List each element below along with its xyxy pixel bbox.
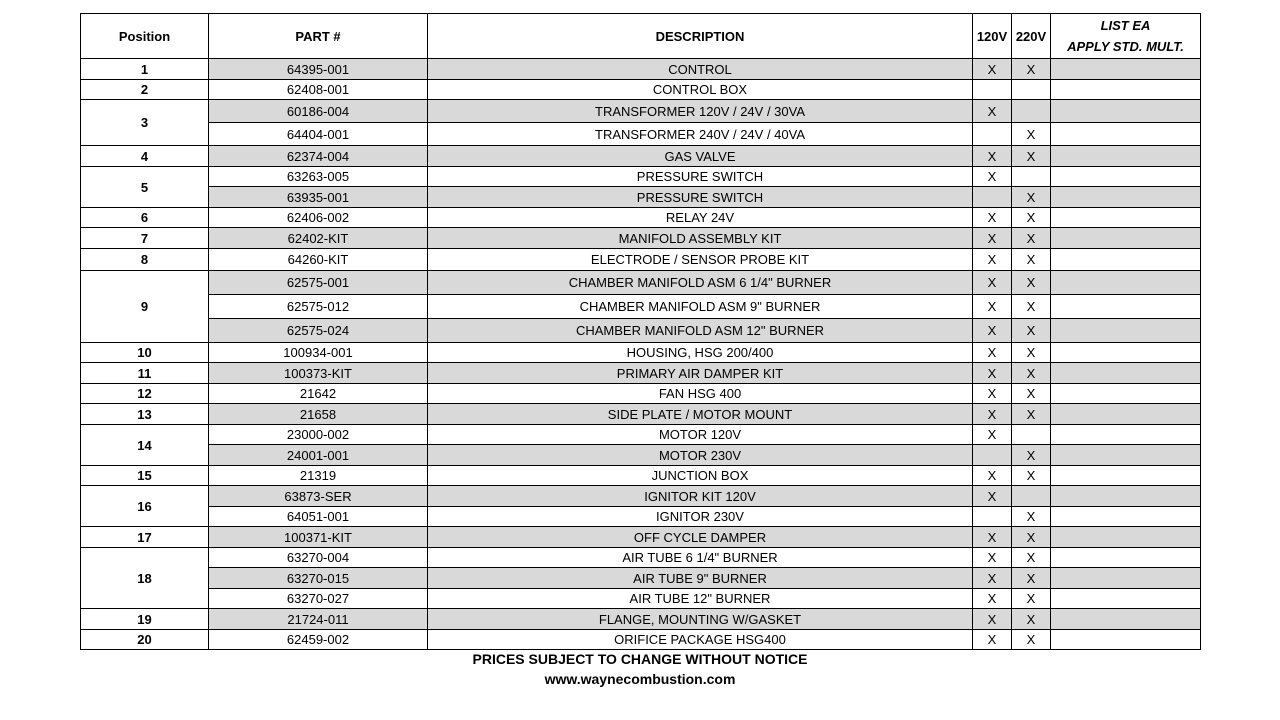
list-price-cell <box>1051 146 1201 167</box>
voltage-220-cell: X <box>1012 59 1051 80</box>
voltage-120-cell <box>973 445 1012 466</box>
description-cell: TRANSFORMER 120V / 24V / 30VA <box>428 100 973 123</box>
voltage-120-cell: X <box>973 425 1012 445</box>
voltage-220-cell: X <box>1012 146 1051 167</box>
position-cell: 4 <box>81 146 209 167</box>
list-price-cell <box>1051 425 1201 445</box>
description-cell: ORIFICE PACKAGE HSG400 <box>428 630 973 650</box>
description-cell: PRIMARY AIR DAMPER KIT <box>428 363 973 384</box>
list-price-cell <box>1051 568 1201 589</box>
part-number-cell: 64404-001 <box>209 123 428 146</box>
voltage-120-cell: X <box>973 363 1012 384</box>
voltage-120-cell: X <box>973 589 1012 609</box>
position-cell: 20 <box>81 630 209 650</box>
position-cell: 6 <box>81 208 209 228</box>
description-cell: FLANGE, MOUNTING W/GASKET <box>428 609 973 630</box>
part-number-cell: 64395-001 <box>209 59 428 80</box>
table-row <box>81 295 1201 319</box>
parts-list <box>80 13 1200 650</box>
description-cell: SIDE PLATE / MOTOR MOUNT <box>428 404 973 425</box>
description-cell: PRESSURE SWITCH <box>428 187 973 208</box>
header-part-number: PART # <box>209 14 428 59</box>
voltage-220-cell: X <box>1012 319 1051 343</box>
table-row <box>81 630 1201 650</box>
voltage-120-cell: X <box>973 486 1012 507</box>
voltage-120-cell: X <box>973 59 1012 80</box>
list-price-cell <box>1051 363 1201 384</box>
description-cell: FAN HSG 400 <box>428 384 973 404</box>
voltage-120-cell: X <box>973 167 1012 187</box>
voltage-220-cell: X <box>1012 249 1051 271</box>
part-number-cell: 21642 <box>209 384 428 404</box>
part-number-cell: 63263-005 <box>209 167 428 187</box>
list-price-cell <box>1051 466 1201 486</box>
list-price-cell <box>1051 228 1201 249</box>
position-cell: 9 <box>81 271 209 343</box>
position-cell: 19 <box>81 609 209 630</box>
header-120v: 120V <box>973 14 1012 59</box>
voltage-220-cell: X <box>1012 384 1051 404</box>
position-cell: 16 <box>81 486 209 527</box>
description-cell: TRANSFORMER 240V / 24V / 40VA <box>428 123 973 146</box>
position-cell: 5 <box>81 167 209 208</box>
voltage-120-cell: X <box>973 609 1012 630</box>
table-row <box>81 527 1201 548</box>
table-body <box>81 59 1201 650</box>
header-list-price <box>1051 14 1201 59</box>
part-number-cell: 21724-011 <box>209 609 428 630</box>
part-number-cell: 100373-KIT <box>209 363 428 384</box>
voltage-220-cell <box>1012 80 1051 100</box>
list-price-cell <box>1051 123 1201 146</box>
voltage-220-cell: X <box>1012 445 1051 466</box>
voltage-220-cell: X <box>1012 343 1051 363</box>
voltage-120-cell: X <box>973 343 1012 363</box>
website-link[interactable]: www.waynecombustion.com <box>544 671 736 687</box>
list-price-cell <box>1051 589 1201 609</box>
part-number-cell: 62459-002 <box>209 630 428 650</box>
part-number-cell: 21658 <box>209 404 428 425</box>
parts-table <box>80 13 1201 650</box>
table-row <box>81 228 1201 249</box>
description-cell: IGNITOR KIT 120V <box>428 486 973 507</box>
voltage-220-cell: X <box>1012 568 1051 589</box>
voltage-120-cell <box>973 187 1012 208</box>
list-price-cell <box>1051 295 1201 319</box>
voltage-120-cell: X <box>973 228 1012 249</box>
voltage-120-cell: X <box>973 527 1012 548</box>
part-number-cell: 62374-004 <box>209 146 428 167</box>
description-cell: CONTROL <box>428 59 973 80</box>
description-cell: ELECTRODE / SENSOR PROBE KIT <box>428 249 973 271</box>
table-row <box>81 123 1201 146</box>
voltage-220-cell: X <box>1012 609 1051 630</box>
list-price-cell <box>1051 384 1201 404</box>
table-header <box>81 14 1201 59</box>
voltage-220-cell: X <box>1012 187 1051 208</box>
description-cell: AIR TUBE 9" BURNER <box>428 568 973 589</box>
voltage-120-cell <box>973 80 1012 100</box>
table-row <box>81 486 1201 507</box>
table-row <box>81 319 1201 343</box>
description-cell: MOTOR 120V <box>428 425 973 445</box>
table-row <box>81 271 1201 295</box>
voltage-220-cell: X <box>1012 548 1051 568</box>
table-row <box>81 80 1201 100</box>
part-number-cell: 24001-001 <box>209 445 428 466</box>
voltage-220-cell: X <box>1012 404 1051 425</box>
voltage-220-cell: X <box>1012 527 1051 548</box>
part-number-cell: 62575-001 <box>209 271 428 295</box>
description-cell: HOUSING, HSG 200/400 <box>428 343 973 363</box>
table-row <box>81 208 1201 228</box>
header-position: Position <box>81 14 209 59</box>
part-number-cell: 60186-004 <box>209 100 428 123</box>
part-number-cell: 64051-001 <box>209 507 428 527</box>
voltage-220-cell <box>1012 486 1051 507</box>
table-row <box>81 548 1201 568</box>
list-price-cell <box>1051 319 1201 343</box>
list-price-cell <box>1051 630 1201 650</box>
table-row <box>81 167 1201 187</box>
table-row <box>81 507 1201 527</box>
description-cell: CHAMBER MANIFOLD ASM 6 1/4" BURNER <box>428 271 973 295</box>
voltage-120-cell: X <box>973 404 1012 425</box>
voltage-120-cell: X <box>973 548 1012 568</box>
voltage-220-cell: X <box>1012 271 1051 295</box>
part-number-cell: 62402-KIT <box>209 228 428 249</box>
voltage-120-cell: X <box>973 208 1012 228</box>
table-row <box>81 59 1201 80</box>
voltage-220-cell: X <box>1012 295 1051 319</box>
voltage-220-cell: X <box>1012 208 1051 228</box>
list-price-cell <box>1051 249 1201 271</box>
description-cell: AIR TUBE 12" BURNER <box>428 589 973 609</box>
voltage-220-cell: X <box>1012 466 1051 486</box>
voltage-220-cell <box>1012 100 1051 123</box>
part-number-cell: 63935-001 <box>209 187 428 208</box>
position-cell: 7 <box>81 228 209 249</box>
position-cell: 3 <box>81 100 209 146</box>
description-cell: IGNITOR 230V <box>428 507 973 527</box>
list-price-cell <box>1051 486 1201 507</box>
part-number-cell: 62575-024 <box>209 319 428 343</box>
voltage-220-cell <box>1012 425 1051 445</box>
position-cell: 14 <box>81 425 209 466</box>
part-number-cell: 23000-002 <box>209 425 428 445</box>
part-number-cell: 62575-012 <box>209 295 428 319</box>
list-price-cell <box>1051 167 1201 187</box>
header-list-line2: APPLY STD. MULT. <box>1067 39 1184 54</box>
list-price-cell <box>1051 59 1201 80</box>
voltage-220-cell: X <box>1012 363 1051 384</box>
table-row <box>81 609 1201 630</box>
description-cell: JUNCTION BOX <box>428 466 973 486</box>
table-row <box>81 100 1201 123</box>
description-cell: OFF CYCLE DAMPER <box>428 527 973 548</box>
table-row <box>81 343 1201 363</box>
list-price-cell <box>1051 445 1201 466</box>
table-row <box>81 404 1201 425</box>
header-list-line1: LIST EA <box>1100 18 1151 33</box>
position-cell: 10 <box>81 343 209 363</box>
part-number-cell: 100371-KIT <box>209 527 428 548</box>
list-price-cell <box>1051 100 1201 123</box>
position-cell: 8 <box>81 249 209 271</box>
description-cell: CHAMBER MANIFOLD ASM 9" BURNER <box>428 295 973 319</box>
list-price-cell <box>1051 404 1201 425</box>
part-number-cell: 63270-015 <box>209 568 428 589</box>
header-220v: 220V <box>1012 14 1051 59</box>
voltage-220-cell: X <box>1012 630 1051 650</box>
part-number-cell: 62406-002 <box>209 208 428 228</box>
description-cell: GAS VALVE <box>428 146 973 167</box>
table-row <box>81 466 1201 486</box>
voltage-120-cell: X <box>973 568 1012 589</box>
table-row <box>81 363 1201 384</box>
voltage-120-cell: X <box>973 319 1012 343</box>
description-cell: CONTROL BOX <box>428 80 973 100</box>
header-description: DESCRIPTION <box>428 14 973 59</box>
part-number-cell: 21319 <box>209 466 428 486</box>
position-cell: 17 <box>81 527 209 548</box>
voltage-120-cell: X <box>973 100 1012 123</box>
part-number-cell: 100934-001 <box>209 343 428 363</box>
part-number-cell: 63270-027 <box>209 589 428 609</box>
voltage-220-cell: X <box>1012 228 1051 249</box>
list-price-cell <box>1051 80 1201 100</box>
voltage-220-cell <box>1012 167 1051 187</box>
table-row <box>81 384 1201 404</box>
voltage-120-cell: X <box>973 295 1012 319</box>
part-number-cell: 63270-004 <box>209 548 428 568</box>
voltage-220-cell: X <box>1012 589 1051 609</box>
table-row <box>81 589 1201 609</box>
part-number-cell: 62408-001 <box>209 80 428 100</box>
description-cell: MANIFOLD ASSEMBLY KIT <box>428 228 973 249</box>
voltage-220-cell: X <box>1012 507 1051 527</box>
list-price-cell <box>1051 609 1201 630</box>
position-cell: 13 <box>81 404 209 425</box>
position-cell: 1 <box>81 59 209 80</box>
position-cell: 2 <box>81 80 209 100</box>
list-price-cell <box>1051 271 1201 295</box>
description-cell: AIR TUBE 6 1/4" BURNER <box>428 548 973 568</box>
list-price-cell <box>1051 548 1201 568</box>
description-cell: RELAY 24V <box>428 208 973 228</box>
position-cell: 15 <box>81 466 209 486</box>
part-number-cell: 63873-SER <box>209 486 428 507</box>
price-notice: PRICES SUBJECT TO CHANGE WITHOUT NOTICE <box>472 651 808 667</box>
voltage-120-cell <box>973 507 1012 527</box>
list-price-cell <box>1051 343 1201 363</box>
table-row <box>81 425 1201 445</box>
position-cell: 18 <box>81 548 209 609</box>
description-cell: CHAMBER MANIFOLD ASM 12" BURNER <box>428 319 973 343</box>
part-number-cell: 64260-KIT <box>209 249 428 271</box>
table-row <box>81 146 1201 167</box>
list-price-cell <box>1051 208 1201 228</box>
voltage-120-cell: X <box>973 466 1012 486</box>
voltage-120-cell: X <box>973 146 1012 167</box>
position-cell: 12 <box>81 384 209 404</box>
position-cell: 11 <box>81 363 209 384</box>
voltage-120-cell: X <box>973 630 1012 650</box>
voltage-120-cell <box>973 123 1012 146</box>
table-row <box>81 445 1201 466</box>
voltage-120-cell: X <box>973 249 1012 271</box>
list-price-cell <box>1051 187 1201 208</box>
voltage-120-cell: X <box>973 271 1012 295</box>
description-cell: MOTOR 230V <box>428 445 973 466</box>
table-row <box>81 249 1201 271</box>
voltage-120-cell: X <box>973 384 1012 404</box>
table-row <box>81 187 1201 208</box>
voltage-220-cell: X <box>1012 123 1051 146</box>
description-cell: PRESSURE SWITCH <box>428 167 973 187</box>
list-price-cell <box>1051 507 1201 527</box>
list-price-cell <box>1051 527 1201 548</box>
table-row <box>81 568 1201 589</box>
